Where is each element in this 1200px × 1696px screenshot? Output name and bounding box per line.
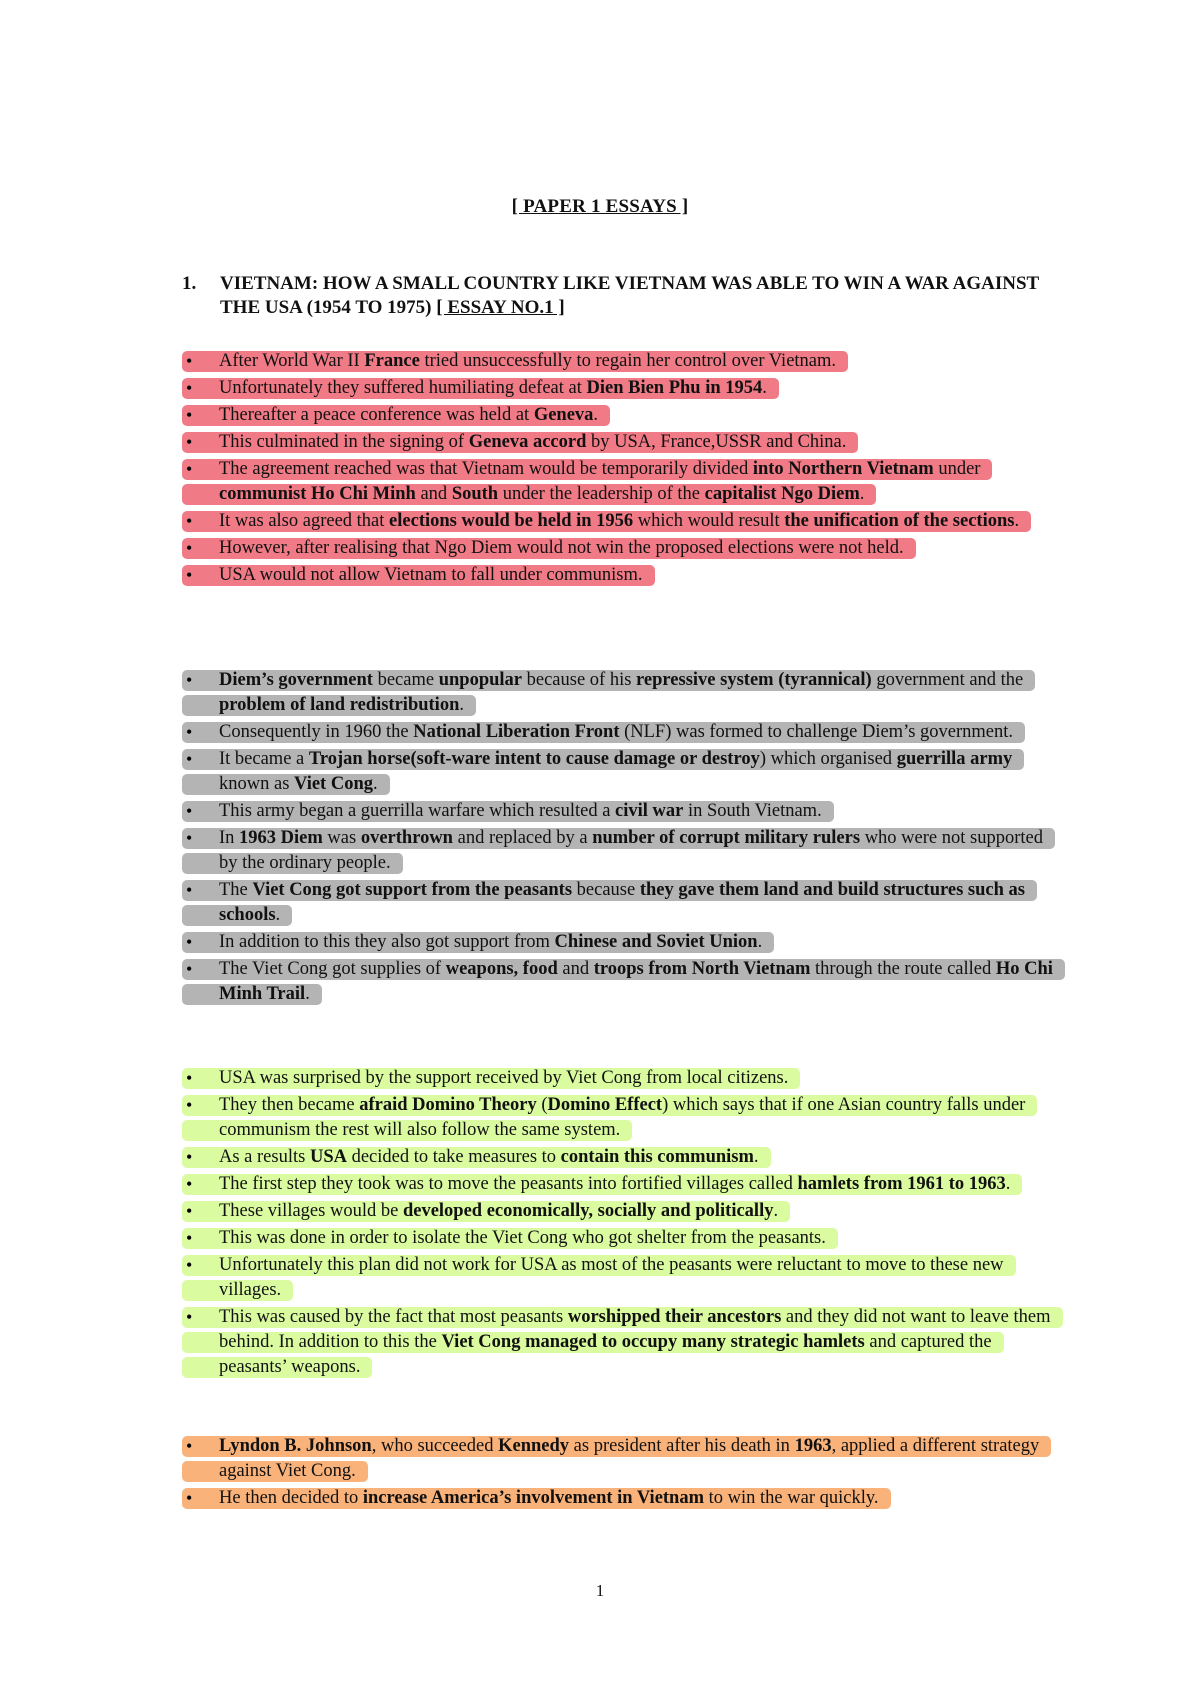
bold-text-segment: Geneva accord xyxy=(468,432,587,452)
text-segment: Unfortunately this plan did not work for USA as most of the peasants were reluctant to move to these new villages. xyxy=(219,1255,1004,1300)
highlighted-text xyxy=(182,1095,1037,1141)
text-segment: However, after realising that Ngo Diem would not win the proposed elections were not held. xyxy=(219,538,904,558)
highlighted-text xyxy=(182,405,610,426)
text-segment: ( xyxy=(536,1095,548,1115)
text-segment: . xyxy=(459,695,464,715)
text-segment: known as xyxy=(219,774,295,794)
bold-text-segment: Ho Chi Minh Trail xyxy=(219,959,1053,1004)
question-text: VIETNAM: HOW A SMALL COUNTRY LIKE VIETNAM WAS ABLE TO WIN A WAR AGAINST THE USA (1954 TO 1975) xyxy=(220,273,1039,318)
bold-text-segment: afraid Domino Theory xyxy=(359,1095,537,1115)
bold-text-segment: increase America’s involvement in Vietnam xyxy=(362,1488,705,1508)
highlighted-text xyxy=(182,1174,1022,1195)
text-segment: . xyxy=(1005,1174,1011,1194)
text-segment: The agreement reached was that Vietnam would be temporarily divided xyxy=(219,459,753,479)
bullet-item xyxy=(182,536,1062,561)
text-segment: USA would not allow Vietnam to fall under communism. xyxy=(219,565,643,585)
bold-text-segment: Viet Cong got support from the peasants xyxy=(252,880,573,900)
highlighted-text xyxy=(182,1147,771,1168)
bold-text-segment: weapons, food xyxy=(445,959,558,979)
bullet-item xyxy=(182,563,1062,588)
text-segment: through the route called xyxy=(810,959,996,979)
highlighted-text xyxy=(182,880,1037,926)
bold-text-segment: Trojan horse(soft-ware intent to cause damage or destroy xyxy=(308,749,760,769)
bullet-item xyxy=(182,403,1062,428)
text-segment: became xyxy=(372,670,439,690)
bold-text-segment: number of corrupt military rulers xyxy=(592,828,861,848)
text-segment: The xyxy=(219,880,253,900)
bullet-item xyxy=(182,376,1062,401)
bold-text-segment: developed economically, socially and politically xyxy=(402,1201,774,1221)
bold-text-segment: Viet Cong xyxy=(294,774,373,794)
bold-text-segment: problem of land redistribution xyxy=(219,695,460,715)
bold-text-segment: Lyndon B. Johnson xyxy=(219,1436,372,1456)
text-segment: These villages would be xyxy=(219,1201,403,1221)
bullet-item xyxy=(182,457,1062,507)
question-heading xyxy=(182,272,1062,320)
bold-text-segment: overthrown xyxy=(360,828,453,848)
highlighted-text xyxy=(182,828,1055,874)
page-title: [ PAPER 1 ESSAYS ] xyxy=(511,196,689,217)
question-number: 1. xyxy=(182,273,197,294)
highlighted-text xyxy=(182,722,1025,743)
text-segment: , applied a different strategy against Viet Cong. xyxy=(219,1436,1040,1481)
bold-text-segment: guerrilla army xyxy=(896,749,1013,769)
bold-text-segment: troops from North Vietnam xyxy=(593,959,811,979)
highlighted-text xyxy=(182,1488,891,1509)
bullet-item xyxy=(182,1093,1062,1143)
bullet-item xyxy=(182,720,1062,745)
bold-text-segment: Viet Cong managed to occupy many strategic hamlets xyxy=(441,1332,865,1352)
bullet-group-3 xyxy=(182,1066,1062,1382)
text-segment: ) which organised xyxy=(759,749,897,769)
text-segment: This was done in order to isolate the Viet Cong who got shelter from the peasants. xyxy=(219,1228,826,1248)
bold-text-segment: elections would be held in 1956 xyxy=(389,511,634,531)
bullet-item xyxy=(182,1434,1062,1484)
bullet-item xyxy=(182,826,1062,876)
bold-text-segment: capitalist Ngo Diem xyxy=(704,484,860,504)
text-segment: USA was surprised by the support received by Viet Cong from local citizens. xyxy=(219,1068,789,1088)
text-segment: . xyxy=(373,774,378,794)
text-segment: . xyxy=(753,1147,759,1167)
bullet-item xyxy=(182,1226,1062,1251)
bullet-item xyxy=(182,747,1062,797)
text-segment: because xyxy=(572,880,640,900)
bold-text-segment: communist Ho Chi Minh xyxy=(219,484,416,504)
text-segment: government and the xyxy=(871,670,1024,690)
text-segment: In xyxy=(219,828,240,848)
highlighted-text xyxy=(182,1201,790,1222)
bullet-item xyxy=(182,1199,1062,1224)
bold-text-segment: contain this communism xyxy=(560,1147,754,1167)
text-segment: Unfortunately they suffered humiliating defeat at xyxy=(219,378,587,398)
bold-text-segment: 1963 Diem xyxy=(239,828,323,848)
bullet-item xyxy=(182,878,1062,928)
highlighted-text xyxy=(182,459,992,505)
text-segment: to win the war quickly. xyxy=(704,1488,879,1508)
bold-text-segment: USA xyxy=(309,1147,347,1167)
bold-text-segment: Diem’s government xyxy=(219,670,373,690)
bullet-item xyxy=(182,509,1062,534)
bullet-group-2 xyxy=(182,668,1062,1009)
text-segment: This culminated in the signing of xyxy=(219,432,469,452)
bold-text-segment: unpopular xyxy=(438,670,522,690)
text-segment: tried unsuccessfully to regain her control over Vietnam. xyxy=(419,351,837,371)
bold-text-segment: worshipped their ancestors xyxy=(567,1307,782,1327)
bullet-item xyxy=(182,1066,1062,1091)
bold-text-segment: France xyxy=(364,351,420,371)
highlighted-text xyxy=(182,432,858,453)
bullet-item xyxy=(182,1172,1062,1197)
text-segment: In addition to this they also got support from xyxy=(219,932,555,952)
bullet-group-4 xyxy=(182,1434,1062,1513)
text-segment: As a results xyxy=(219,1147,310,1167)
bold-text-segment: the unification of the sections xyxy=(784,511,1015,531)
text-segment: This army began a guerrilla warfare which resulted a xyxy=(219,801,616,821)
bullet-item xyxy=(182,349,1062,374)
bullet-group-1 xyxy=(182,349,1062,590)
text-segment: They then became xyxy=(219,1095,360,1115)
text-segment: The first step they took was to move the peasants into fortified villages called xyxy=(219,1174,798,1194)
bold-text-segment: South xyxy=(451,484,499,504)
text-segment: . xyxy=(275,905,281,925)
bold-text-segment: Kennedy xyxy=(498,1436,570,1456)
text-segment: After World War II xyxy=(219,351,365,371)
highlighted-text xyxy=(182,1068,800,1089)
highlighted-text xyxy=(182,1436,1051,1482)
bold-text-segment: civil war xyxy=(615,801,684,821)
text-segment: was xyxy=(322,828,361,848)
text-segment: (NLF) was formed to challenge Diem’s government. xyxy=(619,722,1014,742)
highlighted-text xyxy=(182,670,1035,716)
highlighted-text xyxy=(182,932,774,953)
bold-text-segment: hamlets from 1961 to 1963 xyxy=(797,1174,1006,1194)
text-segment: by USA, France,USSR and China. xyxy=(586,432,847,452)
bullet-item xyxy=(182,957,1062,1007)
highlighted-text xyxy=(182,538,916,559)
bold-text-segment: Geneva xyxy=(533,405,594,425)
text-segment: , who succeeded xyxy=(371,1436,499,1456)
bold-text-segment: Chinese and Soviet Union xyxy=(554,932,758,952)
bold-text-segment: 1963 xyxy=(794,1436,832,1456)
highlighted-text xyxy=(182,959,1065,1005)
text-segment: which would result xyxy=(633,511,785,531)
text-segment: and xyxy=(415,484,452,504)
bullet-item xyxy=(182,430,1062,455)
bullet-item xyxy=(182,1145,1062,1170)
highlighted-text xyxy=(182,801,834,822)
highlighted-text xyxy=(182,1255,1016,1301)
bold-text-segment: Domino Effect xyxy=(547,1095,663,1115)
text-segment: Consequently in 1960 the xyxy=(219,722,414,742)
text-segment: . xyxy=(762,378,767,398)
page-number: 1 xyxy=(595,1581,605,1600)
highlighted-text xyxy=(182,511,1031,532)
highlighted-text xyxy=(182,378,779,399)
bullet-item xyxy=(182,1253,1062,1303)
bold-text-segment: repressive system (tyrannical) xyxy=(636,670,872,690)
bullet-item xyxy=(182,930,1062,955)
text-segment: under xyxy=(933,459,981,479)
text-segment: and they did not want to leave them behind. In addition to this the xyxy=(219,1307,1051,1352)
bold-text-segment: they gave them land and build structures such as schools xyxy=(219,880,1025,925)
text-segment: as president after his death in xyxy=(569,1436,795,1456)
text-segment: decided to take measures to xyxy=(346,1147,561,1167)
text-segment: Thereafter a peace conference was held at xyxy=(219,405,534,425)
bold-text-segment: Dien Bien Phu in 1954 xyxy=(586,378,763,398)
text-segment: and replaced by a xyxy=(452,828,593,848)
text-segment: in South Vietnam. xyxy=(683,801,822,821)
text-segment: . xyxy=(773,1201,779,1221)
bold-text-segment: National Liberation Front xyxy=(413,722,620,742)
bullet-item xyxy=(182,1305,1062,1380)
text-segment: . xyxy=(593,405,599,425)
text-segment: . xyxy=(757,932,763,952)
text-segment: This was caused by the fact that most peasants xyxy=(219,1307,568,1327)
text-segment: He then decided to xyxy=(219,1488,363,1508)
text-segment: . xyxy=(305,984,310,1004)
text-segment: who were not supported by the ordinary people. xyxy=(219,828,1043,873)
highlighted-text xyxy=(182,1307,1063,1378)
bullet-item xyxy=(182,1486,1062,1511)
text-segment: It became a xyxy=(219,749,309,769)
text-segment: The Viet Cong got supplies of xyxy=(219,959,446,979)
highlighted-text xyxy=(182,565,655,586)
highlighted-text xyxy=(182,1228,838,1249)
text-segment: . xyxy=(859,484,865,504)
highlighted-text xyxy=(182,749,1024,795)
text-segment: . xyxy=(1014,511,1020,531)
essay-tag: [ ESSAY NO.1 ] xyxy=(436,297,565,318)
bold-text-segment: into Northern Vietnam xyxy=(752,459,934,479)
text-segment: because of his xyxy=(522,670,637,690)
text-segment: ) which says that if one Asian country falls under communism the rest will also follow the same system. xyxy=(219,1095,1026,1140)
text-segment: It was also agreed that xyxy=(219,511,390,531)
text-segment: under the leadership of the xyxy=(498,484,705,504)
bullet-item xyxy=(182,668,1062,718)
highlighted-text xyxy=(182,351,848,372)
text-segment: and captured the peasants’ weapons. xyxy=(219,1332,992,1377)
bullet-item xyxy=(182,799,1062,824)
text-segment: and xyxy=(557,959,594,979)
